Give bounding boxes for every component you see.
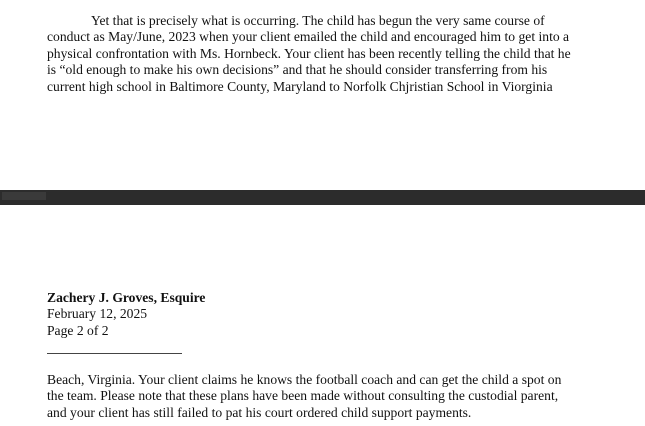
body-paragraph (47, 13, 607, 95)
letter-date: February 12, 2025 (47, 306, 148, 322)
header-rule-divider (47, 353, 182, 354)
paragraph-line: Yet that is precisely what is occurring. The child has begun the very same course of (91, 13, 545, 28)
body-paragraph (47, 372, 607, 421)
paragraph-line: physical confrontation with Ms. Hornbeck. Your client has been recently telling the child that he (47, 45, 571, 61)
paragraph-line: and your client has still failed to pat his court ordered child support payments. (47, 404, 472, 420)
page-break-marker (2, 192, 46, 200)
recipient-name: Zachery J. Groves, Esquire (47, 290, 206, 305)
paragraph-line: conduct as May/June, 2023 when your client emailed the child and encouraged him to get into a (47, 29, 570, 45)
document-page-1 (0, 0, 645, 190)
document-page-2 (0, 205, 645, 426)
paragraph-line: the team. Please note that these plans have been made without consulting the custodial parent, (47, 388, 559, 404)
paragraph-line: is “old enough to make his own decisions” and that he should consider transferring from his (47, 62, 548, 78)
paragraph-line: Beach, Virginia. Your client claims he knows the football coach and can get the child a spot on (47, 372, 562, 387)
page-break-divider (0, 190, 645, 205)
page-number: Page 2 of 2 (47, 322, 109, 338)
paragraph-line: current high school in Baltimore County, Maryland to Norfolk Chjristian School in Viorginia (47, 78, 553, 94)
letter-page-header (47, 290, 205, 339)
